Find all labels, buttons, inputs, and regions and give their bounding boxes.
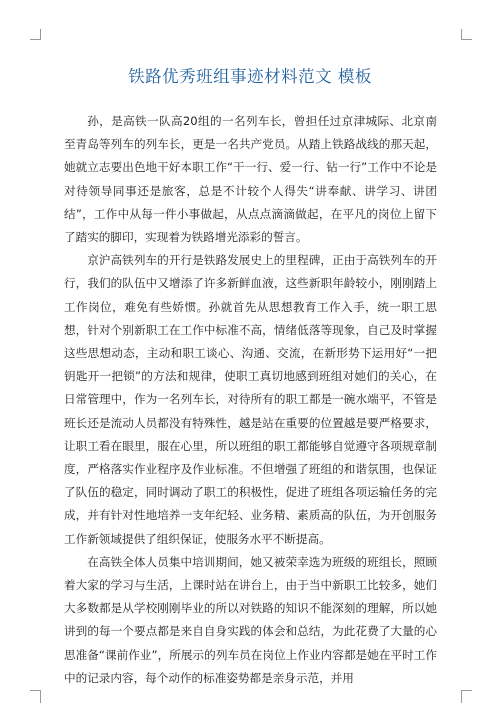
crop-mark-top-right <box>461 29 472 40</box>
paragraph: 京沪高铁列车的开行是铁路发展史上的里程碑，正由于高铁列车的开行，我们的队伍中又增添了许多新鲜血液，这些新职年龄较小，刚刚踏上工作岗位，难免有些娇惯。孙就首先从思想教育工作入手，统一职工思想，针对个别新职工在工作中标准不高，情绪低落等现象，自己及时掌握这些思想动态，主动和职工谈心、沟通、交流，在新形势下运用好“一把钥匙开一把锁”的方法和规律，使职工真切地感到班组对她们的关心，在日常管理中，作为一名列车长，对待所有的职工都是一碗水端平，不管是班长还是流动人员都没有特殊性，越是站在重要的位置越是要严格要求，让职工看在眼里，服在心里，所以班组的职工都能够自觉遵守各项规章制度，严格落实作业程序及作业标准。不但增强了班组的和谐氛围，也保证了队伍的稳定，同时调动了职工的积极性，促进了班组各项运输任务的完成，并有针对性地培养一支年纪轻、业务精、素质高的队伍，为开创服务工作新领域提供了组织保证，使服务水平不断提高。 <box>64 253 437 546</box>
paragraph: 在高铁全体人员集中培训期间，她又被荣幸选为班级的班组长，照顾着大家的学习与生活，上课时站在讲台上，由于当中新职工比较多，她们大多数都是从学校刚刚毕业的所以对铁路的知识不能深刻的理解，所以她讲到的每一个要点都是来自自身实践的体会和总结，为此花费了大量的心思准备“课前作业”，所展示的列车员在岗位上作业内容都是她在平时工作中的记录内容，每个动作的标准姿势都是亲身示范，并用 <box>64 554 437 685</box>
document-title: 铁路优秀班组事迹材料范文 模板 <box>128 67 372 86</box>
crop-mark-bottom-right <box>461 690 472 703</box>
document-body <box>64 110 437 690</box>
paragraph: 孙，是高铁一队高20组的一名列车长，曾担任过京津城际、北京南至青岛等列车的列车长，更是一名共产党员。从踏上铁路战线的那天起，她就立志要出色地干好本职工作“干一行、爱一行、钻一行”工作中不论是对待领导同事还是旅客，总是不计较个人得失“讲奉献、讲学习、讲团结”，工作中从每一件小事做起，从点点滴滴做起，在平凡的岗位上留下了踏实的脚印，实现着为铁路增光添彩的誓言。 <box>64 114 437 245</box>
crop-mark-top-left <box>30 29 41 40</box>
crop-mark-bottom-left <box>30 690 41 703</box>
